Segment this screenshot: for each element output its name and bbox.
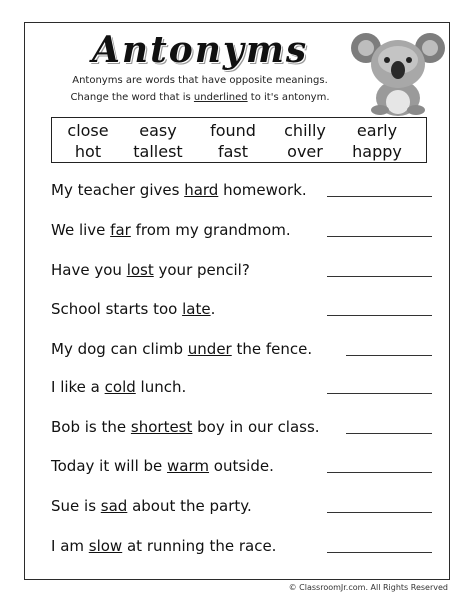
word-bank-item: happy xyxy=(352,142,402,161)
answer-line-10[interactable] xyxy=(327,552,432,553)
intro-line-2-start: Change the word that is xyxy=(70,92,194,103)
word-bank-item: early xyxy=(356,121,398,140)
word-bank-item: chilly xyxy=(284,121,326,140)
sentence-text: My dog can climb xyxy=(51,340,188,358)
sentence-text: at running the race. xyxy=(122,537,277,555)
intro-line-1: Antonyms are words that have opposite meanings. xyxy=(72,75,328,86)
sentence-5 xyxy=(51,338,312,360)
word-bank-item: fast xyxy=(217,142,249,161)
sentence-text: Have you xyxy=(51,261,127,279)
sentence-text: My teacher gives xyxy=(51,181,185,199)
intro-line-2 xyxy=(40,91,360,104)
sentence-text: lunch. xyxy=(135,378,187,396)
page-title: Antonyms xyxy=(92,29,309,71)
sentence-text: . xyxy=(210,300,216,318)
underlined-word: far xyxy=(110,221,131,239)
word-bank-item: over xyxy=(287,142,323,161)
sentence-3 xyxy=(51,259,250,281)
answer-line-5[interactable] xyxy=(346,355,432,356)
word-bank-item: close xyxy=(67,121,109,140)
sentence-6 xyxy=(51,376,186,398)
answer-line-4[interactable] xyxy=(327,315,432,316)
sentence-8 xyxy=(51,455,274,477)
sentence-text: I like a xyxy=(51,378,105,396)
sentence-text: Sue is xyxy=(51,497,101,515)
intro-underlined-word: underlined xyxy=(193,92,248,103)
sentence-text: boy in our class. xyxy=(192,418,320,436)
answer-line-3[interactable] xyxy=(327,276,432,277)
copyright-footer: © ClassroomJr.com. All Rights Reserved xyxy=(288,583,448,592)
sentence-text: Bob is the xyxy=(51,418,131,436)
answer-line-8[interactable] xyxy=(327,472,432,473)
word-bank-item: found xyxy=(210,121,256,140)
answer-line-9[interactable] xyxy=(327,512,432,513)
sentence-text: We live xyxy=(51,221,111,239)
sentence-text: outside. xyxy=(209,457,274,475)
underlined-word: late xyxy=(182,300,211,318)
sentence-text: the fence. xyxy=(231,340,313,358)
sentence-7 xyxy=(51,416,320,438)
word-bank-box xyxy=(51,117,427,163)
sentence-text: School starts too xyxy=(51,300,183,318)
underlined-word: shortest xyxy=(130,418,193,436)
sentence-9 xyxy=(51,495,252,517)
underlined-word: slow xyxy=(88,537,123,555)
sentence-1 xyxy=(51,179,307,201)
underlined-word: hard xyxy=(184,181,219,199)
sentence-10 xyxy=(51,535,276,557)
answer-line-1[interactable] xyxy=(327,196,432,197)
sentence-text: homework. xyxy=(218,181,307,199)
sentence-2 xyxy=(51,219,291,241)
koala-illustration xyxy=(350,30,446,116)
word-bank-item: easy xyxy=(139,121,177,140)
intro-line-2-end: to it's antonym. xyxy=(247,92,330,103)
sentence-text: I am xyxy=(51,537,89,555)
sentence-text: your pencil? xyxy=(153,261,250,279)
underlined-word: under xyxy=(187,340,232,358)
underlined-word: sad xyxy=(100,497,128,515)
sentence-4 xyxy=(51,298,215,320)
answer-line-6[interactable] xyxy=(327,393,432,394)
underlined-word: cold xyxy=(104,378,136,396)
answer-line-2[interactable] xyxy=(327,236,432,237)
underlined-word: warm xyxy=(167,457,210,475)
word-bank-item: tallest xyxy=(133,142,183,161)
word-bank-item: hot xyxy=(74,142,102,161)
sentence-text: Today it will be xyxy=(51,457,168,475)
sentence-text: from my grandmom. xyxy=(130,221,291,239)
underlined-word: lost xyxy=(126,261,154,279)
answer-line-7[interactable] xyxy=(346,433,432,434)
sentence-text: about the party. xyxy=(127,497,252,515)
